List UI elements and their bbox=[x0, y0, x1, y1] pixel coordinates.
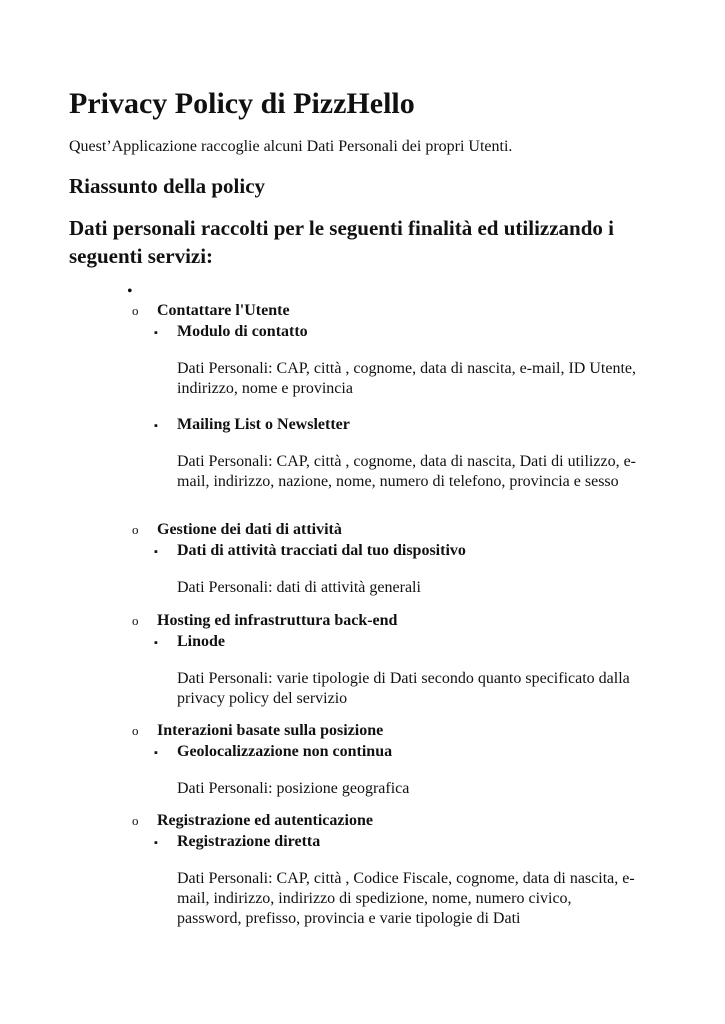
page-title: Privacy Policy di PizzHello bbox=[69, 87, 415, 120]
service-name: Linode bbox=[177, 633, 226, 650]
service-bullet: ▪ bbox=[154, 327, 158, 339]
category-hosting bbox=[132, 611, 692, 709]
category-title: Registrazione ed autenticazione bbox=[157, 812, 373, 829]
service-description: Dati Personali: varie tipologie di Dati secondo quanto specificato dalla privacy policy del servizio bbox=[177, 670, 630, 707]
service-registrazione-diretta bbox=[154, 832, 692, 929]
service-description: Dati Personali: posizione geografica bbox=[177, 780, 410, 797]
category-contattare-utente bbox=[132, 301, 692, 492]
service-bullet: ▪ bbox=[154, 747, 158, 759]
category-interazioni-posizione bbox=[132, 721, 692, 799]
service-description: Dati Personali: dati di attività generali bbox=[177, 579, 421, 596]
service-description: Dati Personali: CAP, città , Codice Fiscale, cognome, data di nascita, e-mail, indirizzo, indirizzo di spedizione, nome, numero civico, password, prefisso, provincia e varie tipologie di Dati bbox=[177, 870, 635, 927]
service-bullet: ▪ bbox=[154, 837, 158, 849]
intro-text: Quest’Applicazione raccoglie alcuni Dati Personali dei propri Utenti. bbox=[69, 138, 513, 155]
service-linode bbox=[154, 632, 692, 709]
category-bullet: o bbox=[132, 303, 139, 318]
service-description: Dati Personali: CAP, città , cognome, data di nascita, e-mail, ID Utente, indirizzo, nome e provincia bbox=[177, 360, 636, 397]
service-geolocalizzazione bbox=[154, 742, 692, 799]
service-mailing-list bbox=[154, 415, 692, 492]
service-bullet: ▪ bbox=[154, 637, 158, 649]
category-registrazione bbox=[132, 811, 692, 929]
service-modulo-di-contatto bbox=[154, 322, 692, 399]
category-title: Gestione dei dati di attività bbox=[157, 521, 342, 538]
category-bullet: o bbox=[132, 813, 139, 828]
service-name: Registrazione diretta bbox=[177, 833, 321, 850]
category-bullet: o bbox=[132, 522, 139, 537]
category-title: Hosting ed infrastruttura back-end bbox=[157, 612, 398, 629]
service-name: Modulo di contatto bbox=[177, 323, 308, 340]
empty-list-bullet: • bbox=[127, 283, 133, 300]
service-bullet: ▪ bbox=[154, 546, 158, 558]
service-description: Dati Personali: CAP, città , cognome, data di nascita, Dati di utilizzo, e-mail, indirizzo, nazione, nome, numero di telefono, provincia e sesso bbox=[177, 453, 636, 490]
service-name: Geolocalizzazione non continua bbox=[177, 743, 393, 760]
category-bullet: o bbox=[132, 613, 139, 628]
service-name: Dati di attività tracciati dal tuo dispositivo bbox=[177, 542, 466, 559]
category-gestione-dati-attivita bbox=[132, 520, 692, 598]
category-bullet: o bbox=[132, 723, 139, 738]
service-bullet: ▪ bbox=[154, 420, 158, 432]
service-name: Mailing List o Newsletter bbox=[177, 416, 350, 433]
service-dati-attivita-dispositivo bbox=[154, 541, 692, 598]
category-title: Contattare l'Utente bbox=[157, 302, 290, 319]
category-title: Interazioni basate sulla posizione bbox=[157, 722, 384, 739]
summary-heading: Riassunto della policy bbox=[69, 174, 266, 198]
collected-data-heading: Dati personali raccolti per le seguenti finalità ed utilizzando i seguenti servizi: bbox=[69, 216, 614, 268]
